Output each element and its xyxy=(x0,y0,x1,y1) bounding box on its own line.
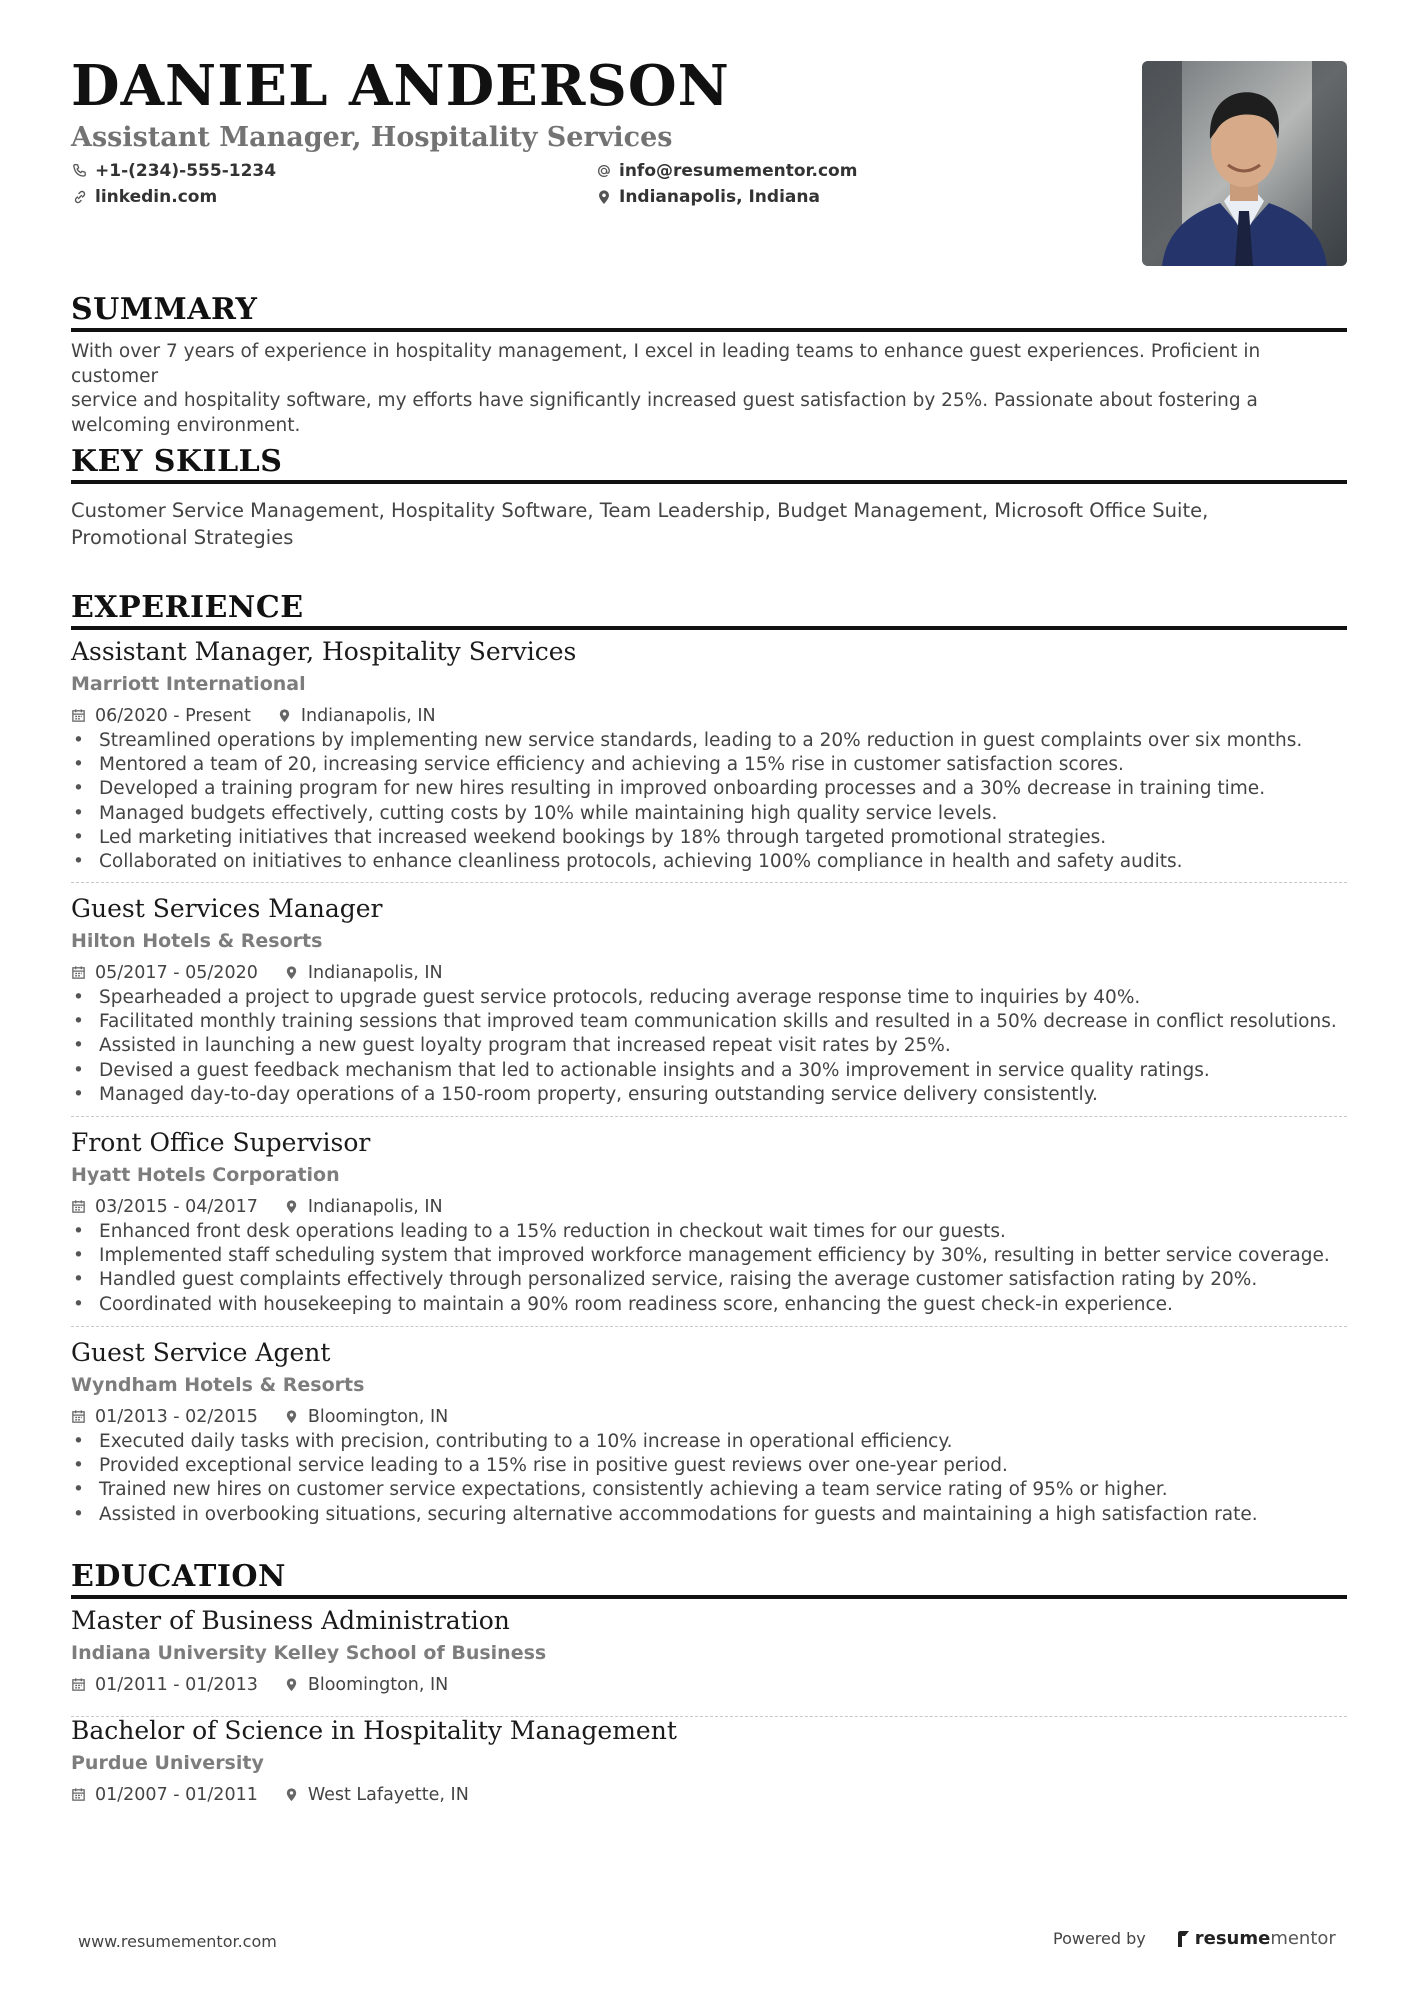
contact-email[interactable] xyxy=(595,160,857,182)
job-title: Guest Service Agent xyxy=(71,1338,331,1367)
education-location: West Lafayette, IN xyxy=(307,1784,469,1805)
job-location: Indianapolis, IN xyxy=(307,962,443,983)
linkedin-link[interactable]: linkedin.com xyxy=(95,187,218,207)
bullet-item: • Led marketing initiatives that increased weekend bookings by 18% through targeted promotional strategies. xyxy=(71,826,1347,850)
bullet-item: • Facilitated monthly training sessions that improved team communication skills and resulted in a 50% decrease in conflict resolutions. xyxy=(71,1010,1347,1034)
education-dates: 01/2007 - 01/2011 xyxy=(95,1784,258,1805)
bullet-item: • Managed day-to-day operations of a 150-room property, ensuring outstanding service delivery consistently. xyxy=(71,1083,1347,1107)
company-name: Hyatt Hotels Corporation xyxy=(71,1164,340,1186)
job-dates: 06/2020 - Present xyxy=(95,705,251,726)
education-heading: EDUCATION xyxy=(71,1559,286,1594)
section-divider xyxy=(71,480,1347,484)
profile-photo xyxy=(1142,61,1347,266)
skills-heading: KEY SKILLS xyxy=(71,444,283,479)
calendar-icon xyxy=(71,965,87,981)
summary-text xyxy=(71,340,1347,438)
bullet-item: • Mentored a team of 20, increasing service efficiency and achieving a 15% rise in customer satisfaction scores. xyxy=(71,753,1347,777)
job-dates: 01/2013 - 02/2015 xyxy=(95,1406,258,1427)
phone-text: +1-(234)-555-1234 xyxy=(95,161,277,181)
job-meta xyxy=(71,959,1347,986)
calendar-icon xyxy=(71,1787,87,1803)
job-title: Guest Services Manager xyxy=(71,894,383,923)
job-location: Bloomington, IN xyxy=(307,1406,449,1427)
contact-location xyxy=(595,186,820,208)
bullet-item: • Enhanced front desk operations leading to a 15% reduction in checkout wait times for our guests. xyxy=(71,1220,1347,1244)
location-pin-icon xyxy=(284,1409,300,1425)
bullet-item: • Spearheaded a project to upgrade guest service protocols, reducing average response time to inquiries by 40%. xyxy=(71,986,1347,1010)
entry-divider xyxy=(71,1116,1347,1117)
education-dates: 01/2011 - 01/2013 xyxy=(95,1674,258,1695)
bullet-item: • Implemented staff scheduling system that improved workforce management efficiency by 30%, resulting in better service coverage. xyxy=(71,1244,1347,1268)
job-dates: 03/2015 - 04/2017 xyxy=(95,1196,258,1217)
job-bullets xyxy=(71,986,1347,1107)
job-meta xyxy=(71,1403,1347,1430)
candidate-name: DANIEL ANDERSON xyxy=(71,53,730,119)
summary-line: welcoming environment. xyxy=(71,414,301,436)
bullet-item: • Executed daily tasks with precision, contributing to a 10% increase in operational efficiency. xyxy=(71,1430,1347,1454)
bullet-item: • Provided exceptional service leading to a 15% rise in positive guest reviews over one-year period. xyxy=(71,1454,1347,1478)
section-divider xyxy=(71,328,1347,332)
bullet-item: • Collaborated on initiatives to enhance cleanliness protocols, achieving 100% compliance in health and safety audits. xyxy=(71,850,1347,874)
skills-line: Customer Service Management, Hospitality Software, Team Leadership, Budget Management, Microsoft Office Suite, xyxy=(71,499,1209,522)
bullet-item: • Assisted in launching a new guest loyalty program that increased repeat visit rates by 25%. xyxy=(71,1034,1347,1058)
company-name: Marriott International xyxy=(71,673,306,695)
calendar-icon xyxy=(71,708,87,724)
company-name: Hilton Hotels & Resorts xyxy=(71,930,323,952)
job-bullets xyxy=(71,1220,1347,1317)
calendar-icon xyxy=(71,1199,87,1215)
experience-entry xyxy=(71,637,1347,874)
school-name: Purdue University xyxy=(71,1752,264,1774)
bullet-item: • Managed budgets effectively, cutting costs by 10% while maintaining high quality service levels. xyxy=(71,802,1347,826)
job-meta xyxy=(71,1193,1347,1220)
footer-website[interactable]: www.resumementor.com xyxy=(78,1932,277,1951)
education-location: Bloomington, IN xyxy=(307,1674,449,1695)
location-pin-icon xyxy=(284,1199,300,1215)
location-pin-icon xyxy=(595,188,613,206)
job-dates: 05/2017 - 05/2020 xyxy=(95,962,258,983)
entry-divider xyxy=(71,882,1347,883)
degree-title: Master of Business Administration xyxy=(71,1606,510,1635)
location-pin-icon xyxy=(284,965,300,981)
experience-entry xyxy=(71,1338,1347,1527)
education-meta xyxy=(71,1671,1347,1698)
bullet-item: • Trained new hires on customer service expectations, consistently achieving a team service rating of 95% or higher. xyxy=(71,1478,1347,1502)
brand-bold: resume xyxy=(1194,1928,1271,1949)
bullet-item: • Streamlined operations by implementing new service standards, leading to a 20% reduction in guest complaints over six months. xyxy=(71,729,1347,753)
calendar-icon xyxy=(71,1677,87,1693)
bullet-item: • Developed a training program for new hires resulting in improved onboarding processes and a 30% decrease in training time. xyxy=(71,777,1347,801)
experience-heading: EXPERIENCE xyxy=(71,590,304,625)
company-name: Wyndham Hotels & Resorts xyxy=(71,1374,365,1396)
entry-divider xyxy=(71,1326,1347,1327)
brand-light: mentor xyxy=(1270,1928,1336,1949)
section-divider xyxy=(71,626,1347,630)
location-pin-icon xyxy=(284,1677,300,1693)
contact-phone xyxy=(71,160,276,182)
at-icon xyxy=(595,162,613,180)
job-location: Indianapolis, IN xyxy=(300,705,436,726)
job-bullets xyxy=(71,729,1347,874)
education-entry xyxy=(71,1606,1347,1698)
bullet-item: • Assisted in overbooking situations, securing alternative accommodations for guests and maintaining a high satisfaction rate. xyxy=(71,1503,1347,1527)
school-name: Indiana University Kelley School of Business xyxy=(71,1642,547,1664)
resumementor-logo-icon xyxy=(1176,1930,1192,1948)
email-link[interactable]: info@resumementor.com xyxy=(619,161,858,181)
link-icon xyxy=(71,188,89,206)
footer-powered-by xyxy=(1053,1928,1336,1949)
job-location: Indianapolis, IN xyxy=(307,1196,443,1217)
job-title: Assistant Manager, Hospitality Services xyxy=(71,637,577,666)
skills-text xyxy=(71,498,1347,551)
degree-title: Bachelor of Science in Hospitality Management xyxy=(71,1716,677,1745)
location-text: Indianapolis, Indiana xyxy=(619,187,820,207)
candidate-title: Assistant Manager, Hospitality Services xyxy=(71,122,673,153)
skills-line: Promotional Strategies xyxy=(71,525,294,549)
summary-line: service and hospitality software, my efforts have significantly increased guest satisfaction by 25%. Passionate about fostering a xyxy=(71,390,1258,411)
summary-heading: SUMMARY xyxy=(71,292,258,327)
phone-icon xyxy=(71,162,89,180)
experience-entry xyxy=(71,1128,1347,1317)
summary-line: With over 7 years of experience in hospitality management, I excel in leading teams to enhance guest experiences. Proficient in customer xyxy=(71,341,1261,387)
job-meta xyxy=(71,702,1347,729)
bullet-item: • Handled guest complaints effectively through personalized service, raising the average customer satisfaction rating by 20%. xyxy=(71,1268,1347,1292)
section-divider xyxy=(71,1595,1347,1599)
resumementor-logo[interactable] xyxy=(1176,1928,1336,1949)
job-title: Front Office Supervisor xyxy=(71,1128,371,1157)
education-meta xyxy=(71,1781,1347,1808)
calendar-icon xyxy=(71,1409,87,1425)
experience-entry xyxy=(71,894,1347,1107)
location-pin-icon xyxy=(284,1787,300,1803)
contact-linkedin[interactable] xyxy=(71,186,217,208)
bullet-item: • Devised a guest feedback mechanism that led to actionable insights and a 30% improvement in service quality ratings. xyxy=(71,1059,1347,1083)
job-bullets xyxy=(71,1430,1347,1527)
location-pin-icon xyxy=(277,708,293,724)
powered-by-label: Powered by xyxy=(1053,1929,1146,1948)
education-entry xyxy=(71,1716,1347,1808)
bullet-item: • Coordinated with housekeeping to maintain a 90% room readiness score, enhancing the guest check-in experience. xyxy=(71,1293,1347,1317)
